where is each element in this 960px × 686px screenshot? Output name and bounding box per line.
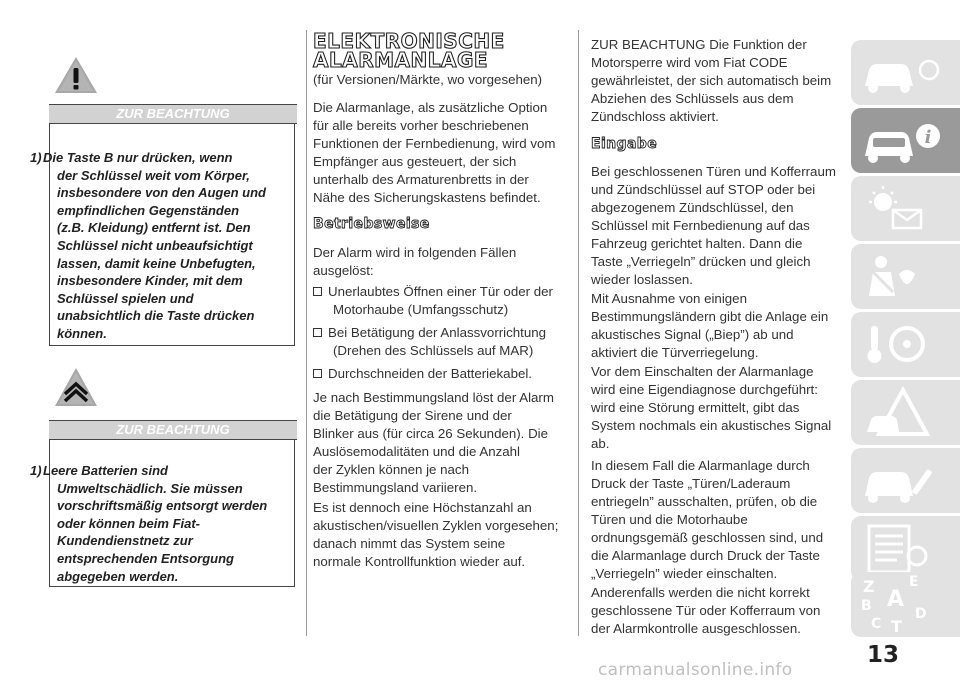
bullet-item xyxy=(313,324,573,360)
column-divider-left xyxy=(306,30,307,636)
warning-line: Die Taste B nur drücken, wenn xyxy=(43,150,233,165)
text-line: Vor dem Einschalten der Alarmanlage xyxy=(591,364,814,379)
warning-line: abgegeben werden. xyxy=(57,568,179,584)
column-divider-right xyxy=(578,30,579,636)
bullet-item xyxy=(313,365,573,383)
warning-line: entsprechenden Entsorgung xyxy=(57,550,234,566)
text-line: System nochmals ein akustisches Signal xyxy=(591,418,832,433)
warning-heading-1: ZUR BEACHTUNG xyxy=(49,104,297,124)
warning-body-2 xyxy=(30,462,275,585)
text-line: Blinker aus (für circa 26 Sekunden). Die xyxy=(313,426,549,441)
exception-paragraph xyxy=(591,290,828,362)
warning-lights-icon xyxy=(851,176,960,241)
steering-wheel-key-icon xyxy=(851,312,960,377)
emergency-triangle-icon xyxy=(851,380,960,445)
text-line: der Alarmkontrolle ausgeschlossen. xyxy=(591,621,801,636)
warning-line: unabsichtlich die Taste drücken xyxy=(57,308,255,324)
warning-number-1: 1) xyxy=(30,150,42,165)
diagnosis-paragraph xyxy=(591,363,831,453)
otherwise-paragraph xyxy=(591,584,820,638)
warning-body-1 xyxy=(30,149,275,343)
warning-line: Kundendienstnetz zur xyxy=(57,533,193,549)
case-paragraph xyxy=(591,457,823,583)
tab-warning-lights[interactable] xyxy=(851,176,960,241)
trigger-intro xyxy=(313,244,516,280)
max-cycles-paragraph xyxy=(313,499,558,571)
text-line: unterhalb des Armaturenbretts in der xyxy=(313,172,529,187)
warning-line: Schlüssel spielen und xyxy=(57,290,194,306)
text-line: normale Kontrollfunktion wieder auf. xyxy=(313,554,526,569)
checkbox-bullet-icon xyxy=(313,287,322,296)
checkbox-bullet-icon xyxy=(313,369,322,378)
heading-betriebsweise: Betriebsweise xyxy=(313,216,430,232)
note-paragraph xyxy=(591,36,831,126)
text-line: Es ist dennoch eine Höchstanzahl an xyxy=(313,500,532,515)
text-line: aktiviert die Türverriegelung. xyxy=(591,345,759,360)
text-line: Funktionen der Fernbedienung, wird vom xyxy=(313,136,556,151)
text-line: Taste „Verriegeln” drücken und gleich xyxy=(591,254,811,269)
text-line: Fahrzeug gerichtet halten. Dann die xyxy=(591,236,803,251)
watermark: carmanualsonline.info xyxy=(598,660,793,680)
recycling-warning-icon xyxy=(53,366,99,408)
text-line: abgezogenem Zündschlüssel, den xyxy=(591,200,794,215)
page-number: 13 xyxy=(867,642,900,668)
text-line: Bestimmungsländern gibt die Anlage ein xyxy=(591,309,829,324)
warning-text-2 xyxy=(30,462,275,585)
text-line: akustischen/visuellen Zyklen vorgesehen; xyxy=(313,518,559,533)
text-line: Schlüssel mit Fernbedienung auf das xyxy=(591,218,810,233)
text-line: Mit Ausnahme von einigen xyxy=(591,291,747,306)
warning-line: Leere Batterien sind xyxy=(43,463,168,478)
text-line: Auslösemodalitäten und die Anzahl xyxy=(313,444,520,459)
index-letter: T xyxy=(891,617,902,636)
text-line: geschlossene Tür oder Kofferraum von xyxy=(591,603,821,618)
text-line: Empfänger aus gesteuert, der sich xyxy=(313,154,517,169)
warning-text-1 xyxy=(30,149,275,343)
text-line: die Alarmanlage durch Druck der Taste xyxy=(591,548,820,563)
tab-index[interactable] xyxy=(851,572,960,637)
text-line: (Drehen des Schlüssels auf MAR) xyxy=(333,343,534,358)
text-line: Abziehen des Schlüssels aus dem xyxy=(591,91,794,106)
warning-line: empfindlichen Gegenständen xyxy=(57,202,240,218)
svg-text:i: i xyxy=(924,127,932,148)
text-line: In diesem Fall die Alarmanlage durch xyxy=(591,458,810,473)
warning-line: insbesondere von den Augen und xyxy=(57,185,266,201)
tab-safety[interactable] xyxy=(851,244,960,309)
warning-line: lassen, damit keine Unbefugten, xyxy=(57,255,256,271)
text-line: Je nach Bestimmungsland löst der Alarm xyxy=(313,390,554,405)
heading-eingabe: Eingabe xyxy=(591,136,658,152)
subtitle: (für Versionen/Märkte, wo vorgesehen) xyxy=(313,72,543,87)
tab-maintenance[interactable] xyxy=(851,448,960,513)
warning-line: Umweltschädlich. Sie müssen xyxy=(57,480,243,496)
text-line: Druck der Taste „Türen/Laderaum xyxy=(591,476,791,491)
car-info-icon xyxy=(851,108,960,173)
seatbelt-safety-icon xyxy=(851,244,960,309)
text-line: und Zündschlüssel auf STOP oder bei xyxy=(591,182,816,197)
tab-dashboard[interactable] xyxy=(851,40,960,105)
index-letter: D xyxy=(915,606,927,622)
text-line: ordnungsgemäß geschlossen sind, und xyxy=(591,530,824,545)
section-title xyxy=(313,29,505,72)
text-line: ausgelöst: xyxy=(313,263,374,278)
index-letter: C xyxy=(871,616,882,632)
warning-line: oder können beim Fiat- xyxy=(57,515,201,531)
text-line: danach nimmt das System seine xyxy=(313,536,506,551)
text-line: „Verriegeln” wieder einschalten. xyxy=(591,566,778,581)
text-line: Nähe des Sicherungskastens befindet. xyxy=(313,190,541,205)
index-letter: E xyxy=(909,574,919,590)
warning-heading-2: ZUR BEACHTUNG xyxy=(49,420,297,440)
text-line: Anderenfalls werden die nicht korrekt xyxy=(591,585,810,600)
text-line: Zündschloss aktiviert. xyxy=(591,109,719,124)
text-line: Der Alarm wird in folgenden Fällen xyxy=(313,245,517,260)
text-line: akustisches Signal („Biep”) ab und xyxy=(591,327,794,342)
siren-paragraph xyxy=(313,389,554,497)
text-line: ZUR BEACHTUNG Die Funktion der xyxy=(591,37,807,52)
index-letter: Z xyxy=(863,577,875,596)
text-line: Die Alarmanlage, als zusätzliche Option xyxy=(313,100,548,115)
text-line: wird eine Störung ermittelt, gibt das xyxy=(591,400,800,415)
warning-triangle-icon xyxy=(53,55,99,95)
intro-paragraph xyxy=(313,99,555,207)
warning-line: insbesondere Kinder, mit dem xyxy=(57,273,243,289)
title-line: ELEKTRONISCHE xyxy=(313,29,505,53)
text-line: Bei Betätigung der Anlassvorrichtung xyxy=(328,325,547,340)
text-line: die Betätigung der Sirene und der xyxy=(313,408,512,423)
text-line: Bestimmungsland variieren. xyxy=(313,480,478,495)
alphabetical-index-icon xyxy=(851,572,960,637)
text-line: wird eine Eigendiagnose durchgeführt: xyxy=(591,382,818,397)
title-line: ALARMANLAGE xyxy=(313,48,489,72)
tab-emergency[interactable] xyxy=(851,380,960,445)
text-line: Motorsperre wird vom Fiat CODE xyxy=(591,55,788,70)
text-line: wieder loslassen. xyxy=(591,272,693,287)
text-line: Durchschneiden der Batteriekabel. xyxy=(328,366,533,381)
text-line: gewährleistet, der sich automatisch beim xyxy=(591,73,832,88)
text-line: der Zyklen können je nach xyxy=(313,462,469,477)
car-maintenance-icon xyxy=(851,448,960,513)
warning-line: Schlüssel nicht unbeaufsichtigt xyxy=(57,237,253,253)
warning-line: vorschriftsmäßig entsorgt werden xyxy=(57,498,268,514)
warning-line: der Schlüssel weit vom Körper, xyxy=(57,167,250,183)
index-letter: B xyxy=(861,598,872,614)
text-line: Türen und die Motorhaube xyxy=(591,512,748,527)
index-letter: A xyxy=(887,587,905,612)
warning-line: (z.B. Kleidung) entfernt ist. Den xyxy=(57,220,251,236)
warning-line: können. xyxy=(57,325,107,341)
bullet-item xyxy=(313,283,573,319)
tab-starting-driving[interactable] xyxy=(851,312,960,377)
tab-getting-to-know[interactable] xyxy=(851,108,960,173)
text-line: entriegeln” ausschalten, prüfen, ob die xyxy=(591,494,818,509)
text-line: für alle bereits vorher beschriebenen xyxy=(313,118,529,133)
text-line: ab. xyxy=(591,436,610,451)
text-line: Unerlaubtes Öffnen einer Tür oder der xyxy=(328,284,553,299)
eingabe-paragraph xyxy=(591,163,836,289)
car-dashboard-icon xyxy=(851,40,960,105)
text-line: Motorhaube (Umfangsschutz) xyxy=(333,302,509,317)
warning-number-2: 1) xyxy=(30,463,42,478)
text-line: Bei geschlossenen Türen und Kofferraum xyxy=(591,164,836,179)
checkbox-bullet-icon xyxy=(313,328,322,337)
